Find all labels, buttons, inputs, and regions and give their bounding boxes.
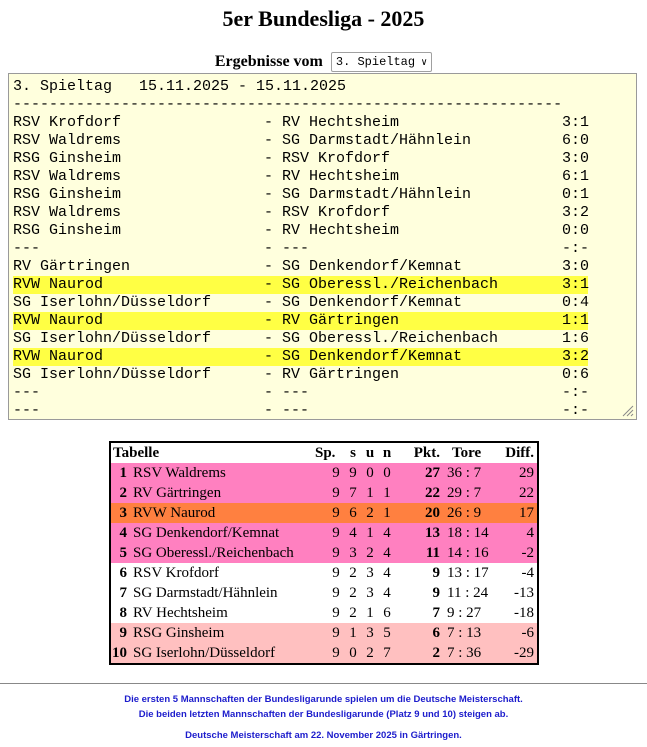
match-away-team: --- [282,402,310,419]
standings-row [111,523,537,543]
header-tore: Tore [452,445,482,461]
match-away-team: SG Oberessl./Reichenbach [282,276,499,293]
standings-rank: 4 [119,525,127,541]
standings-diff: -6 [521,625,534,641]
standings-sp: 9 [332,605,340,621]
match-separator: - [264,276,274,293]
standings-team: RSV Krofdorf [133,565,219,581]
standings-s: 1 [349,625,357,641]
resize-grip-icon[interactable] [622,405,634,417]
standings-s: 7 [349,485,357,501]
match-separator: - [264,114,274,131]
standings-tore: 18 : 14 [447,525,489,541]
standings-tore: 14 : 16 [447,545,489,561]
standings-rank: 3 [119,505,127,521]
standings-diff: 29 [519,465,534,481]
match-row [13,258,632,276]
standings-row [111,603,537,623]
match-away-team: RSV Krofdorf [282,204,391,221]
match-row [13,132,632,150]
standings-row [111,463,537,483]
match-row [13,312,588,330]
footer-line-1: Die ersten 5 Mannschaften der Bundesligarunde spielen um die Deutsche Meisterschaft. [124,694,523,705]
match-home-team: RSV Waldrems [13,168,122,185]
standings-row [111,543,537,563]
standings-tore: 26 : 9 [447,505,482,521]
match-separator: - [264,186,274,203]
match-row [13,114,632,132]
match-row [13,240,632,258]
matchday-select[interactable] [331,52,432,72]
match-separator: - [264,384,274,401]
match-home-team: --- [13,240,41,257]
match-score: 6:1 [562,168,590,185]
standings-tore: 9 : 27 [447,605,482,621]
standings-team: RV Gärtringen [133,485,222,501]
match-separator: - [264,132,274,149]
standings-rank: 10 [112,645,127,661]
match-separator: - [264,294,274,311]
standings-pkt: 20 [425,505,440,521]
standings-u: 1 [366,605,374,621]
standings-sp: 9 [332,625,340,641]
standings-s: 2 [349,585,357,601]
match-score: 0:6 [562,366,590,383]
matchday-select-value: 3. Spieltag [335,55,416,69]
standings-team: RVW Naurod [133,505,216,521]
standings-sp: 9 [332,585,340,601]
match-away-team: RV Hechtsheim [282,168,400,185]
match-score: -:- [562,402,590,419]
match-home-team: RSG Ginsheim [13,186,122,203]
standings-u: 3 [366,585,374,601]
match-away-team: --- [282,240,310,257]
match-away-team: RV Gärtringen [282,366,400,383]
match-row [13,330,632,348]
match-score: 3:0 [562,150,590,167]
standings-u: 0 [366,465,374,481]
results-textarea[interactable] [8,73,637,420]
match-home-team: RSV Krofdorf [13,114,122,131]
standings-u: 3 [366,625,374,641]
standings-pkt: 13 [425,525,440,541]
standings-n: 5 [383,625,391,641]
standings-row [111,563,537,583]
standings-rank: 9 [119,625,127,641]
match-list [13,114,632,420]
match-row [13,276,588,294]
match-score: 0:0 [562,222,590,239]
header-sp: Sp. [315,445,336,461]
match-home-team: SG Iserlohn/Düsseldorf [13,294,212,311]
match-home-team: --- [13,402,41,419]
standings-rank: 8 [119,605,127,621]
header-pkt: Pkt. [413,445,440,461]
footer-line-3: Deutsche Meisterschaft am 22. November 2025 in Gärtringen. [185,730,462,741]
match-score: 0:4 [562,294,590,311]
match-row [13,186,632,204]
header-u: u [365,445,375,461]
standings-diff: -4 [521,565,534,581]
standings-sp: 9 [332,645,340,661]
standings-pkt: 7 [432,605,440,621]
results-separator: ------------------------------------------------------------- [13,96,563,113]
standings-diff: -13 [514,585,534,601]
standings-tore: 29 : 7 [447,485,482,501]
standings-sp: 9 [332,465,340,481]
standings-body [111,463,537,663]
standings-s: 2 [349,605,357,621]
match-row [13,366,632,384]
match-home-team: RV Gärtringen [13,258,131,275]
standings-pkt: 9 [432,565,440,581]
match-away-team: SG Darmstadt/Hähnlein [282,186,472,203]
standings-header-row [111,443,537,463]
match-home-team: --- [13,384,41,401]
standings-team: SG Iserlohn/Düsseldorf [133,645,276,661]
match-home-team: RVW Naurod [13,348,104,365]
match-separator: - [264,402,274,419]
standings-row [111,583,537,603]
standings-tore: 13 : 17 [447,565,489,581]
match-home-team: RSG Ginsheim [13,222,122,239]
standings-u: 1 [366,525,374,541]
match-score: 3:0 [562,258,590,275]
standings-n: 4 [383,525,391,541]
standings-table [109,441,539,665]
standings-sp: 9 [332,525,340,541]
match-home-team: RSV Waldrems [13,132,122,149]
header-s: s [350,445,356,461]
standings-n: 0 [383,465,391,481]
match-score: -:- [562,384,590,401]
match-away-team: SG Denkendorf/Kemnat [282,294,463,311]
standings-diff: -18 [514,605,534,621]
match-separator: - [264,240,274,257]
match-row [13,168,632,186]
match-separator: - [264,258,274,275]
match-separator: - [264,312,274,329]
match-home-team: RSV Waldrems [13,204,122,221]
standings-rank: 6 [119,565,127,581]
match-home-team: SG Iserlohn/Düsseldorf [13,366,212,383]
match-separator: - [264,168,274,185]
standings-n: 1 [383,485,391,501]
standings-diff: 17 [519,505,534,521]
standings-s: 6 [349,505,357,521]
match-score: 1:1 [562,312,590,329]
match-separator: - [264,348,274,365]
match-score: 1:6 [562,330,590,347]
standings-u: 1 [366,485,374,501]
match-away-team: SG Denkendorf/Kemnat [282,258,463,275]
standings-n: 4 [383,545,391,561]
match-home-team: RVW Naurod [13,276,104,293]
match-away-team: SG Oberessl./Reichenbach [282,330,499,347]
standings-s: 2 [349,565,357,581]
header-n: n [382,445,392,461]
standings-n: 4 [383,585,391,601]
standings-tore: 11 : 24 [447,585,489,601]
match-row [13,294,632,312]
match-score: -:- [562,240,590,257]
match-row [13,222,632,240]
match-home-team: SG Iserlohn/Düsseldorf [13,330,212,347]
standings-diff: -2 [521,545,534,561]
match-away-team: SG Denkendorf/Kemnat [282,348,463,365]
match-score: 3:2 [562,204,590,221]
match-row [13,150,632,168]
match-separator: - [264,222,274,239]
standings-team: SG Darmstadt/Hähnlein [133,585,278,601]
standings-n: 6 [383,605,391,621]
standings-s: 4 [349,525,357,541]
footer-divider [0,683,647,684]
standings-u: 2 [366,645,374,661]
chevron-down-icon: ∨ [421,58,428,69]
standings-sp: 9 [332,505,340,521]
match-separator: - [264,204,274,221]
match-row [13,402,632,420]
standings-row [111,483,537,503]
standings-pkt: 2 [432,645,440,661]
match-score: 3:1 [562,114,590,131]
standings-team: SG Oberessl./Reichenbach [133,545,294,561]
match-away-team: RV Gärtringen [282,312,400,329]
header-diff: Diff. [505,445,534,461]
page-title: 5er Bundesliga - 2025 [222,6,425,31]
standings-team: RSG Ginsheim [133,625,225,641]
match-score: 3:2 [562,348,590,365]
standings-sp: 9 [332,545,340,561]
standings-pkt: 9 [432,585,440,601]
header-tabelle: Tabelle [113,445,160,461]
standings-rank: 7 [119,585,127,601]
standings-pkt: 22 [425,485,440,501]
standings-row [111,643,537,663]
standings-pkt: 6 [432,625,440,641]
match-home-team: RSG Ginsheim [13,150,122,167]
standings-u: 2 [366,545,374,561]
standings-team: RSV Waldrems [133,465,226,481]
match-score: 6:0 [562,132,590,149]
standings-n: 1 [383,505,391,521]
match-separator: - [264,330,274,347]
results-header: 3. Spieltag 15.11.2025 - 15.11.2025 [13,78,347,95]
standings-n: 4 [383,565,391,581]
matchday-select-label: Ergebnisse vom [214,53,323,70]
standings-diff: 22 [519,485,534,501]
standings-sp: 9 [332,565,340,581]
match-score: 0:1 [562,186,590,203]
match-away-team: RSV Krofdorf [282,150,391,167]
standings-tore: 36 : 7 [447,465,482,481]
standings-tore: 7 : 36 [447,645,482,661]
standings-tore: 7 : 13 [447,625,482,641]
standings-diff: -29 [514,645,534,661]
match-away-team: SG Darmstadt/Hähnlein [282,132,472,149]
match-separator: - [264,150,274,167]
standings-pkt: 11 [425,545,440,561]
match-row [13,348,588,366]
standings-row [111,503,537,523]
standings-rank: 2 [119,485,127,501]
match-separator: - [264,366,274,383]
standings-row [111,623,537,643]
standings-u: 3 [366,565,374,581]
match-away-team: --- [282,384,310,401]
standings-sp: 9 [332,485,340,501]
match-row [13,384,632,402]
standings-team: SG Denkendorf/Kemnat [133,525,280,541]
standings-u: 2 [366,505,374,521]
standings-n: 7 [383,645,391,661]
standings-pkt: 27 [425,465,440,481]
match-away-team: RV Hechtsheim [282,222,400,239]
standings-s: 9 [349,465,357,481]
standings-s: 0 [349,645,357,661]
standings-rank: 1 [119,465,127,481]
match-row [13,204,632,222]
match-home-team: RVW Naurod [13,312,104,329]
footer-line-2: Die beiden letzten Mannschaften der Bundesligarunde (Platz 9 und 10) steigen ab. [138,709,509,720]
standings-rank: 5 [119,545,127,561]
standings-team: RV Hechtsheim [133,605,228,621]
standings-diff: 4 [526,525,534,541]
matchday-select-row [0,52,647,72]
match-score: 3:1 [562,276,590,293]
standings-s: 3 [349,545,357,561]
match-away-team: RV Hechtsheim [282,114,400,131]
